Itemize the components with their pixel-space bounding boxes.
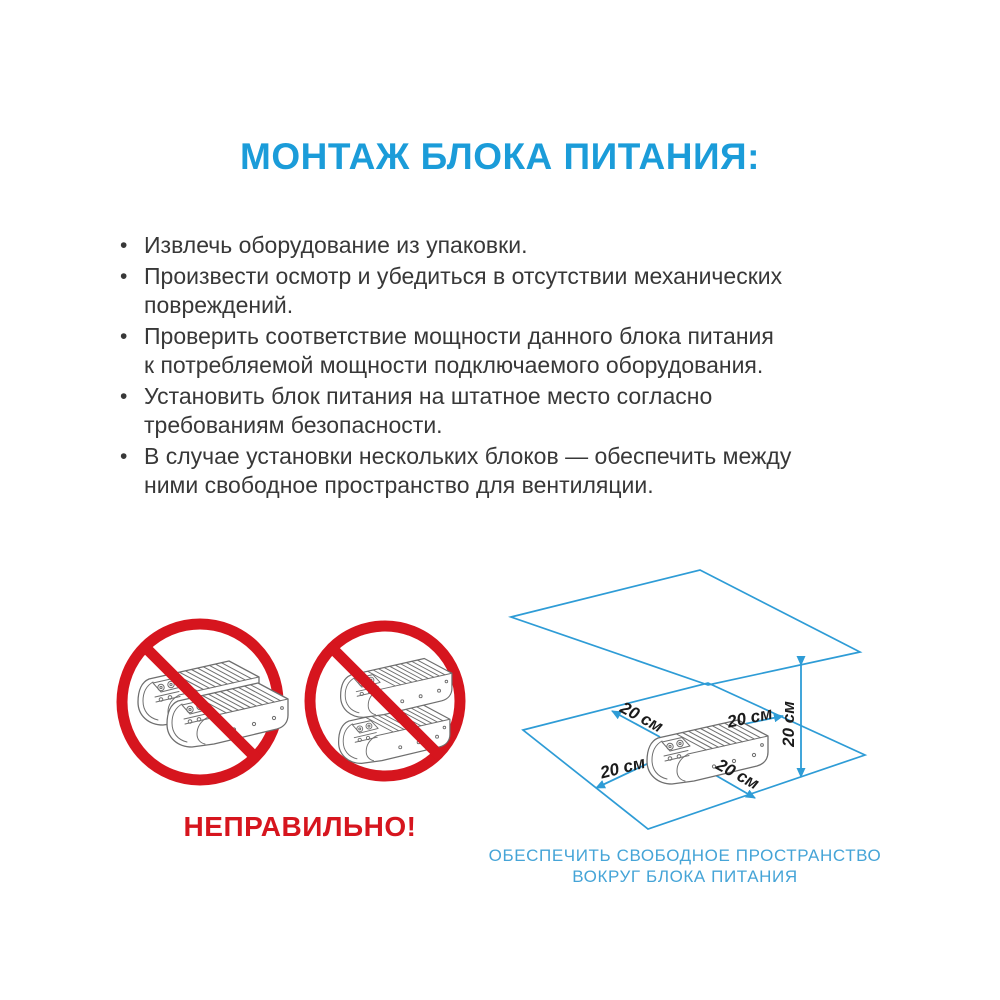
instructions-list <box>118 231 888 502</box>
instruction-item <box>118 442 888 500</box>
diagram-caption <box>480 845 890 887</box>
instruction-line: повреждений. <box>144 292 294 318</box>
diagram-caption-line: ВОКРУГ БЛОКА ПИТАНИЯ <box>572 867 798 886</box>
dim-label-height: 20 см <box>779 701 798 747</box>
page-title: МОНТАЖ БЛОКА ПИТАНИЯ: <box>240 136 760 177</box>
instruction-item <box>118 231 888 260</box>
instruction-line: • Проверить соответствие мощности данного блока питания <box>144 323 774 349</box>
instruction-line: к потребляемой мощности подключаемого оборудования. <box>144 352 764 378</box>
instruction-item <box>118 322 888 380</box>
instruction-line: • Извлечь оборудование из упаковки. <box>144 232 528 258</box>
instruction-line: требованиям безопасности. <box>144 412 443 438</box>
instruction-line: • В случае установки нескольких блоков — обеспечить между <box>144 443 792 469</box>
dim-label-front-right: 20 см <box>712 755 763 794</box>
prohibited-placement-figure <box>90 598 510 818</box>
instruction-line: • Установить блок питания на штатное место согласно <box>144 383 713 409</box>
dim-label-back-right: 20 см <box>725 703 775 732</box>
dim-label-front-left: 20 см <box>598 752 648 783</box>
instruction-item <box>118 262 888 320</box>
instruction-item <box>118 382 888 440</box>
instruction-line: ними свободное пространство для вентиляции. <box>144 472 654 498</box>
dim-label-back-left: 20 см <box>616 698 667 737</box>
top-plane <box>511 570 860 685</box>
instruction-line: • Произвести осмотр и убедиться в отсутствии механических <box>144 263 783 289</box>
diagram-caption-line: ОБЕСПЕЧИТЬ СВОБОДНОЕ ПРОСТРАНСТВО <box>488 846 882 865</box>
clearance-diagram <box>488 552 880 857</box>
prohibition-adjacent-psus <box>122 624 288 780</box>
prohibition-stacked-psus <box>310 626 460 776</box>
wrong-label: НЕПРАВИЛЬНО! <box>183 811 417 842</box>
